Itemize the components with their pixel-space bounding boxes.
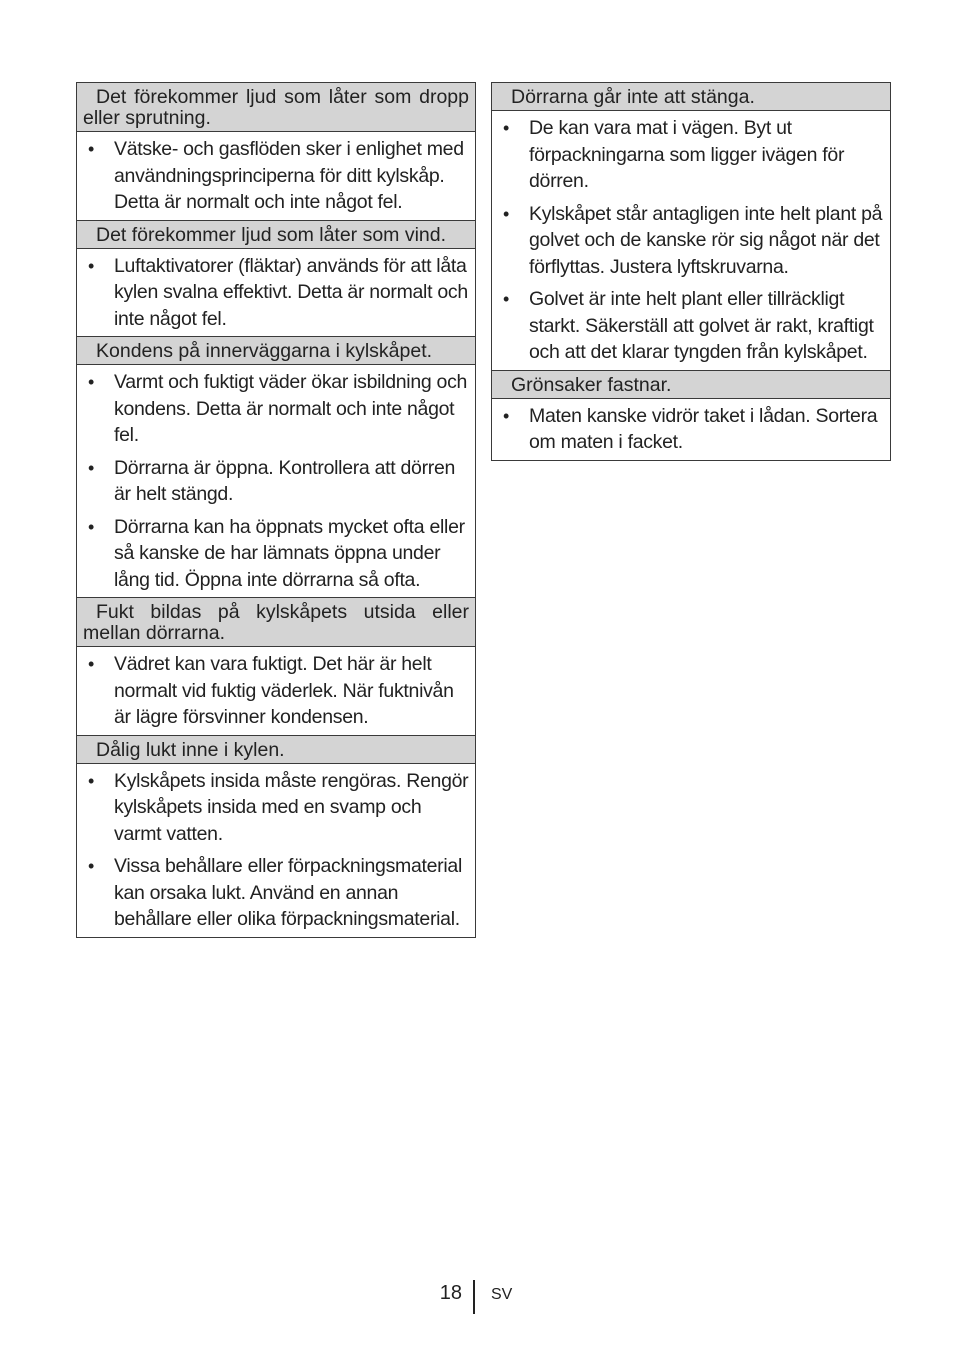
- bullet-icon: •: [88, 457, 95, 478]
- page-number: 18: [439, 1282, 462, 1304]
- troubleshooting-column-left: [76, 82, 476, 938]
- list-item: • De kan vara mat i vägen. Byt ut förpackningarna som ligger ivägen för dörren.: [503, 117, 845, 192]
- section-body: [492, 111, 890, 371]
- bullet-icon: •: [503, 203, 510, 224]
- list-item: • Vissa behållare eller förpackningsmaterial kan orsaka lukt. Använd en annan behållare eller olika förpackningsmaterial.: [88, 855, 462, 930]
- bullet-icon: •: [503, 405, 510, 426]
- list-item: • Vätske- och gasflöden sker i enlighet med användningsprinciperna för ditt kylskåp. Detta är normalt och inte något fel.: [88, 138, 464, 213]
- bullet-icon: •: [88, 654, 95, 674]
- section-heading: Dörrarna går inte att stänga.: [492, 83, 890, 111]
- bullet-icon: •: [88, 255, 95, 276]
- bullet-icon: •: [88, 770, 95, 791]
- section-heading: Det förekommer ljud som låter som dropp eller sprutning.: [77, 83, 475, 132]
- list-item: • Luftaktivatorer (fläktar) används för att låta kylen svalna effektivt. Detta är normalt och inte något fel.: [88, 254, 468, 330]
- list-item: • Kylskåpets insida måste rengöras. Rengör kylskåpets insida med en svamp och varmt vatten.: [88, 769, 469, 845]
- section-heading: Grönsaker fastnar.: [492, 371, 890, 399]
- list-item: • Dörrarna kan ha öppnats mycket ofta eller så kanske de har lämnats öppna under lång tid. Öppna inte dörrarna så ofta.: [88, 515, 465, 591]
- section-body: [77, 249, 475, 338]
- bullet-icon: •: [88, 516, 95, 537]
- bullet-icon: •: [503, 118, 510, 138]
- bullet-icon: •: [503, 289, 510, 309]
- section-body: [492, 399, 890, 460]
- section-body: [77, 132, 475, 221]
- section-body: [77, 365, 475, 598]
- footer-divider: [473, 1280, 475, 1314]
- list-item: • Dörrarna är öppna. Kontrollera att dörren är helt stängd.: [88, 456, 456, 505]
- section-heading: Fukt bildas på kylskåpets utsida eller mellan dörrarna.: [77, 598, 475, 647]
- list-item: • Vädret kan vara fuktigt. Det här är helt normalt vid fuktig väderlek. När fuktnivån är lägre försvinner kondensen.: [88, 653, 454, 728]
- section-body: [77, 647, 475, 736]
- bullet-icon: •: [88, 372, 95, 392]
- section-heading: Dålig lukt inne i kylen.: [77, 736, 475, 764]
- list-item: • Maten kanske vidrör taket i lådan. Sortera om maten i facket.: [503, 404, 878, 453]
- troubleshooting-column-right: [491, 82, 891, 461]
- bullet-icon: •: [88, 139, 95, 159]
- list-item: • Kylskåpet står antagligen inte helt plant på golvet och de kanske rör sig något när det förflyttas. Justera lyftskruvarna.: [503, 202, 883, 278]
- section-body: [77, 764, 475, 937]
- list-item: • Golvet är inte helt plant eller tillräckligt starkt. Säkerställ att golvet är rakt, kraftigt och att det klarar tyngden från kylskåpet.: [503, 288, 874, 363]
- list-item: • Varmt och fuktigt väder ökar isbildning och kondens. Detta är normalt och inte något fel.: [88, 371, 468, 446]
- page-footer: [0, 1280, 954, 1316]
- section-heading: Det förekommer ljud som låter som vind.: [77, 221, 475, 249]
- bullet-icon: •: [88, 856, 95, 876]
- language-code: SV: [491, 1286, 513, 1303]
- section-heading: Kondens på innerväggarna i kylskåpet.: [77, 337, 475, 365]
